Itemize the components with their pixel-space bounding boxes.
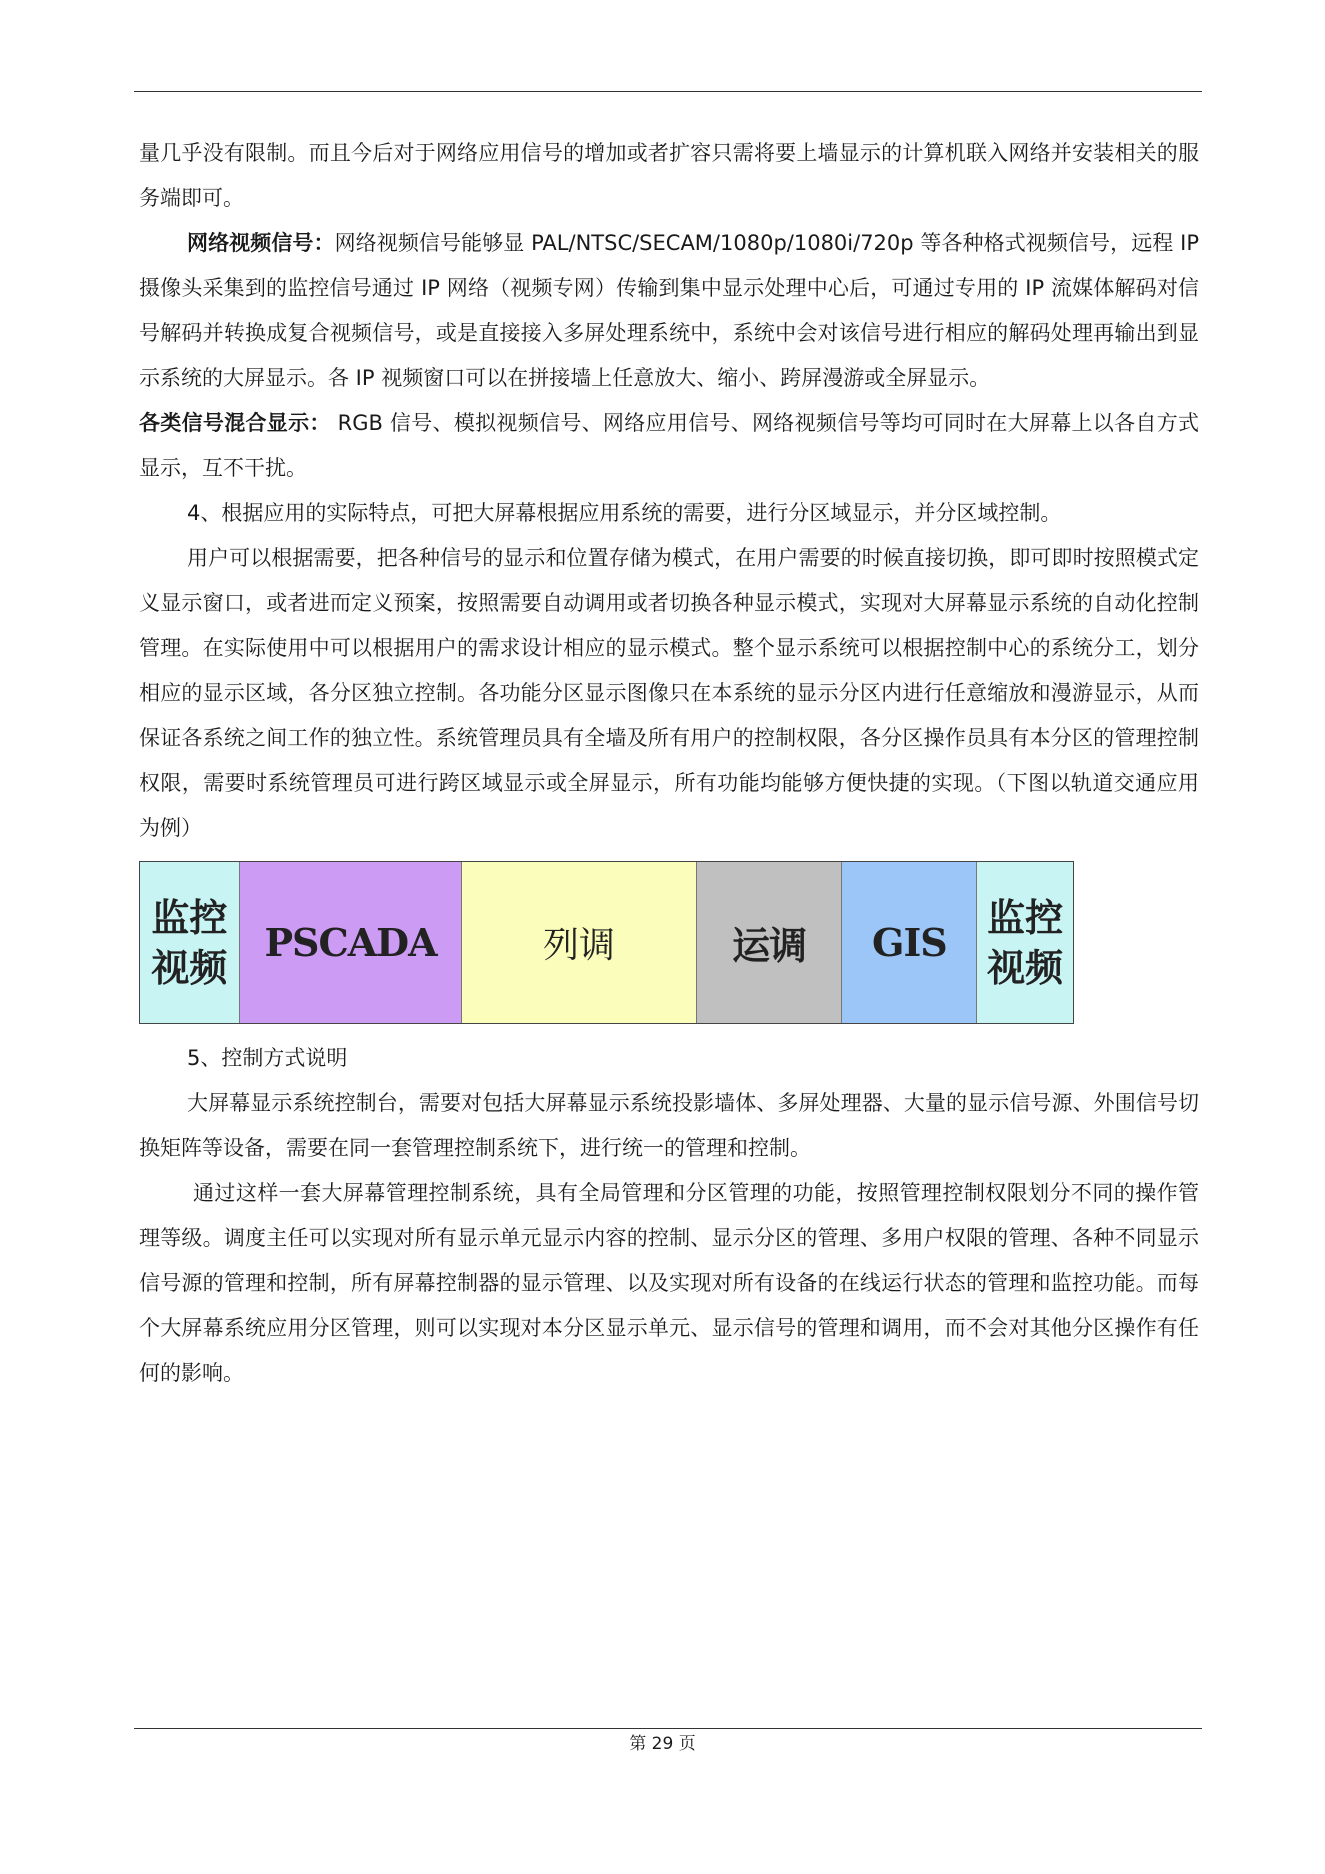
paragraph: 量几乎没有限制。而且今后对于网络应用信号的增加或者扩容只需将要上墙显示的计算机联入网络并安装相关的服务端即可。: [139, 141, 1199, 210]
paragraph-mixed-display: [139, 401, 1199, 491]
zone-label-line2: 视频: [987, 944, 1064, 990]
zone-pscada: [240, 862, 463, 1023]
zone-diagram: [139, 861, 1074, 1024]
page-number: 第 29 页: [629, 1734, 696, 1754]
zone-label-line1: 监控: [151, 894, 228, 940]
zone-monitor-video-right: [977, 862, 1073, 1023]
document-body: [139, 131, 1199, 1396]
zone-operation-dispatch: [697, 862, 843, 1023]
zone-label-line2: 视频: [151, 944, 228, 990]
header-rule: [134, 91, 1202, 92]
list-item-4: 4、根据应用的实际特点，可把大屏幕根据应用系统的需要，进行分区域显示，并分区域控制。: [187, 501, 1062, 525]
zone-label: GIS: [872, 920, 947, 965]
footer-rule: [134, 1728, 1202, 1729]
zone-monitor-video-left: [140, 862, 240, 1023]
paragraph-text: RGB 信号、模拟视频信号、网络应用信号、网络视频信号等均可同时在大屏幕上以各自方式显示，互不干扰。: [139, 411, 1200, 480]
zone-label: PSCADA: [264, 920, 437, 965]
zone-label: 列调: [543, 925, 616, 966]
paragraph-text: 网络视频信号能够显 PAL/NTSC/SECAM/1080p/1080i/720p 等各种格式视频信号，远程 IP 摄像头采集到的监控信号通过 IP 网络（视频专网）传输到集中显示处理中心后，可通过专用的 IP 流媒体解码对信号解码并转换成复合视频信号，或是直接接入多屏处理系统中，系统中会对该信号进行相应的解码处理再输出到显示系统的大屏显示。各 IP 视频窗口可以在拼接墙上任意放大、缩小、跨屏漫游或全屏显示。: [139, 231, 1199, 390]
paragraph: 用户可以根据需要，把各种信号的显示和位置存储为模式，在用户需要的时候直接切换，即可即时按照模式定义显示窗口，或者进而定义预案，按照需要自动调用或者切换各种显示模式，实现对大屏幕显示系统的自动化控制管理。在实际使用中可以根据用户的需求设计相应的显示模式。整个显示系统可以根据控制中心的系统分工，划分相应的显示区域，各分区独立控制。各功能分区显示图像只在本系统的显示分区内进行任意缩放和漫游显示，从而保证各系统之间工作的独立性。系统管理员具有全墙及所有用户的控制权限，各分区操作员具有本分区的管理控制权限，需要时系统管理员可进行跨区域显示或全屏显示，所有功能均能够方便快捷的实现。（下图以轨道交通应用为例）: [139, 546, 1199, 840]
zone-label-line1: 监控: [987, 894, 1064, 940]
paragraph: 通过这样一套大屏幕管理控制系统，具有全局管理和分区管理的功能，按照管理控制权限划分不同的操作管理等级。调度主任可以实现对所有显示单元显示内容的控制、显示分区的管理、多用户权限的管理、各种不同显示信号源的管理和控制，所有屏幕控制器的显示管理、以及实现对所有设备的在线运行状态的管理和监控功能。而每个大屏幕系统应用分区管理，则可以实现对本分区显示单元、显示信号的管理和调用，而不会对其他分区操作有任何的影响。: [139, 1181, 1199, 1385]
zone-gis: [842, 862, 977, 1023]
paragraph: 大屏幕显示系统控制台，需要对包括大屏幕显示系统投影墙体、多屏处理器、大量的显示信号源、外围信号切换矩阵等设备，需要在同一套管理控制系统下，进行统一的管理和控制。: [139, 1091, 1199, 1160]
paragraph-network-video: [139, 221, 1199, 401]
zone-train-dispatch: [462, 862, 697, 1023]
zone-label: 运调: [732, 923, 807, 968]
term-mixed-display: 各类信号混合显示：: [139, 411, 331, 435]
term-network-video: 网络视频信号：: [187, 231, 335, 255]
list-item-5: 5、控制方式说明: [187, 1046, 348, 1070]
